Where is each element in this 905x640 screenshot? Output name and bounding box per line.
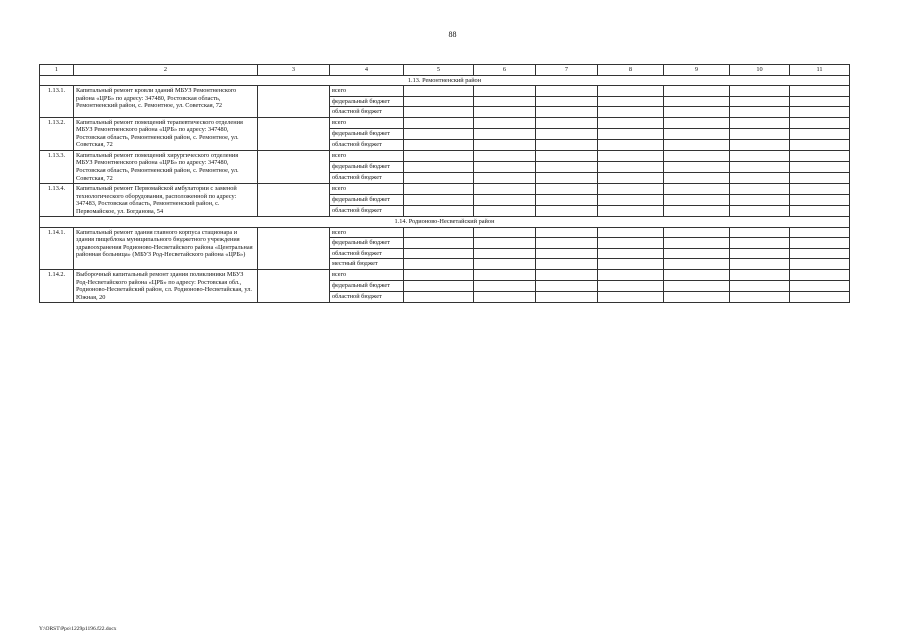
amount-cell — [474, 270, 536, 281]
amount-cell — [536, 270, 598, 281]
amount-cell — [664, 281, 730, 292]
funding-source: федеральный бюджет — [330, 281, 404, 292]
funding-source: федеральный бюджет — [330, 96, 404, 107]
amount-cell — [474, 117, 536, 128]
section-heading-row — [40, 217, 850, 228]
amount-cell — [598, 86, 664, 97]
item-name: Капитальный ремонт кровли зданий МБУЗ Ремонтненского района «ЦРБ» по адресу: 347480, Ростовская область, Ремонтненский район, с. Ремонтное, ул. Советская, 72 — [74, 86, 258, 118]
header-cell: 5 — [404, 65, 474, 76]
amount-cell — [664, 184, 730, 195]
amount-cell — [730, 248, 790, 259]
amount-cell — [536, 195, 598, 206]
amount-cell — [730, 128, 790, 139]
amount-cell — [598, 259, 664, 270]
amount-cell — [664, 227, 730, 238]
amount-cell — [536, 173, 598, 184]
funding-source: всего — [330, 86, 404, 97]
amount-cell — [664, 161, 730, 172]
item-number: 1.13.3. — [40, 150, 74, 183]
amount-cell — [598, 107, 664, 118]
funding-source: областной бюджет — [330, 139, 404, 150]
funding-source: всего — [330, 150, 404, 161]
amount-cell — [598, 270, 664, 281]
amount-cell — [598, 206, 664, 217]
section-title: 1.13. Ремонтненский район — [40, 75, 850, 86]
amount-cell — [474, 96, 536, 107]
amount-cell — [536, 139, 598, 150]
amount-cell — [474, 173, 536, 184]
table-row — [40, 227, 850, 238]
funding-source: местный бюджет — [330, 259, 404, 270]
amount-cell — [790, 128, 850, 139]
amount-cell — [536, 238, 598, 249]
amount-cell — [730, 161, 790, 172]
amount-cell — [474, 259, 536, 270]
amount-cell — [664, 96, 730, 107]
amount-cell — [536, 86, 598, 97]
amount-cell — [730, 292, 790, 303]
table-row — [40, 117, 850, 128]
item-document — [258, 86, 330, 118]
amount-cell — [664, 107, 730, 118]
amount-cell — [730, 270, 790, 281]
amount-cell — [664, 292, 730, 303]
amount-cell — [536, 259, 598, 270]
amount-cell — [598, 238, 664, 249]
item-name: Выборочный капитальный ремонт здания поликлиники МБУЗ Род-Несветайского района «ЦРБ» по адресу: Ростовская обл., Родионово-Несветайский район, сл. Родионово-Несветайская, ул. Южная, 20 — [74, 270, 258, 303]
amount-cell — [598, 139, 664, 150]
table-body — [40, 65, 850, 303]
funding-source: всего — [330, 227, 404, 238]
amount-cell — [664, 206, 730, 217]
amount-cell — [790, 206, 850, 217]
amount-cell — [790, 117, 850, 128]
amount-cell — [598, 227, 664, 238]
amount-cell — [474, 292, 536, 303]
amount-cell — [536, 248, 598, 259]
funding-source: федеральный бюджет — [330, 238, 404, 249]
amount-cell — [790, 238, 850, 249]
amount-cell — [536, 107, 598, 118]
item-name: Капитальный ремонт помещений терапевтического отделения МБУЗ Ремонтненского района «ЦРБ» по адресу: 347480, Ростовская область, Ремонтненский район, с. Ремонтное, ул. Советская, 72 — [74, 117, 258, 150]
amount-cell — [730, 259, 790, 270]
amount-cell — [790, 173, 850, 184]
item-name: Капитальный ремонт Первомайской амбулатории с заменой технологического оборудования, расположенной по адресу: 347483, Ростовская область, Ремонтненский район, с. Первомайское, ул. Богданова, 54 — [74, 184, 258, 217]
item-name: Капитальный ремонт здания главного корпуса стационара и здания пищеблока муниципального бюджетного учреждения здравоохранения Родионово-Несветайского района «Центральная районная больница» (МБУЗ Род-Несветайского района «ЦРБ») — [74, 227, 258, 269]
amount-cell — [664, 139, 730, 150]
amount-cell — [474, 281, 536, 292]
amount-cell — [730, 238, 790, 249]
header-cell: 7 — [536, 65, 598, 76]
amount-cell — [536, 128, 598, 139]
item-number: 1.13.4. — [40, 184, 74, 217]
amount-cell — [598, 150, 664, 161]
amount-cell — [598, 184, 664, 195]
amount-cell — [730, 195, 790, 206]
funding-source: федеральный бюджет — [330, 161, 404, 172]
section-title: 1.14. Родионово-Несветайский район — [40, 217, 850, 228]
amount-cell — [664, 117, 730, 128]
amount-cell — [790, 259, 850, 270]
budget-table-wrapper — [39, 64, 849, 303]
amount-cell — [664, 173, 730, 184]
amount-cell — [474, 248, 536, 259]
item-document — [258, 227, 330, 269]
amount-cell — [790, 150, 850, 161]
amount-cell — [598, 281, 664, 292]
amount-cell — [790, 107, 850, 118]
amount-cell — [536, 281, 598, 292]
amount-cell — [404, 86, 474, 97]
header-cell: 9 — [664, 65, 730, 76]
item-number: 1.14.2. — [40, 270, 74, 303]
header-cell: 3 — [258, 65, 330, 76]
amount-cell — [790, 139, 850, 150]
amount-cell — [404, 248, 474, 259]
amount-cell — [404, 270, 474, 281]
amount-cell — [598, 173, 664, 184]
table-row — [40, 184, 850, 195]
amount-cell — [790, 161, 850, 172]
header-cell: 6 — [474, 65, 536, 76]
item-document — [258, 150, 330, 183]
amount-cell — [404, 107, 474, 118]
amount-cell — [404, 281, 474, 292]
amount-cell — [404, 238, 474, 249]
amount-cell — [598, 117, 664, 128]
amount-cell — [404, 173, 474, 184]
item-document — [258, 270, 330, 303]
amount-cell — [536, 206, 598, 217]
table-row — [40, 86, 850, 97]
page-number: 88 — [448, 30, 457, 39]
amount-cell — [536, 117, 598, 128]
amount-cell — [664, 195, 730, 206]
amount-cell — [790, 86, 850, 97]
amount-cell — [664, 128, 730, 139]
amount-cell — [474, 139, 536, 150]
amount-cell — [404, 227, 474, 238]
amount-cell — [664, 248, 730, 259]
amount-cell — [730, 139, 790, 150]
amount-cell — [790, 96, 850, 107]
amount-cell — [404, 161, 474, 172]
amount-cell — [790, 184, 850, 195]
amount-cell — [730, 281, 790, 292]
header-cell: 4 — [330, 65, 404, 76]
amount-cell — [404, 195, 474, 206]
amount-cell — [730, 117, 790, 128]
amount-cell — [474, 161, 536, 172]
amount-cell — [404, 96, 474, 107]
amount-cell — [664, 238, 730, 249]
amount-cell — [598, 292, 664, 303]
amount-cell — [664, 150, 730, 161]
amount-cell — [536, 96, 598, 107]
amount-cell — [474, 227, 536, 238]
table-row — [40, 270, 850, 281]
amount-cell — [404, 206, 474, 217]
amount-cell — [536, 184, 598, 195]
amount-cell — [404, 259, 474, 270]
header-cell: 8 — [598, 65, 664, 76]
amount-cell — [664, 86, 730, 97]
amount-cell — [474, 184, 536, 195]
amount-cell — [474, 107, 536, 118]
amount-cell — [474, 128, 536, 139]
amount-cell — [474, 195, 536, 206]
amount-cell — [598, 96, 664, 107]
footer-file-path: Y:\ORST\Ppo\1229p1196.f22.docx — [39, 626, 117, 632]
funding-source: всего — [330, 270, 404, 281]
item-document — [258, 184, 330, 217]
amount-cell — [790, 270, 850, 281]
table-row — [40, 150, 850, 161]
funding-source: всего — [330, 184, 404, 195]
amount-cell — [598, 195, 664, 206]
budget-table — [39, 64, 850, 303]
amount-cell — [598, 248, 664, 259]
funding-source: областной бюджет — [330, 292, 404, 303]
amount-cell — [730, 227, 790, 238]
amount-cell — [536, 150, 598, 161]
section-heading-row — [40, 75, 850, 86]
item-document — [258, 117, 330, 150]
amount-cell — [536, 161, 598, 172]
amount-cell — [536, 292, 598, 303]
amount-cell — [730, 86, 790, 97]
amount-cell — [536, 227, 598, 238]
funding-source: областной бюджет — [330, 206, 404, 217]
item-number: 1.14.1. — [40, 227, 74, 269]
amount-cell — [730, 96, 790, 107]
amount-cell — [790, 248, 850, 259]
amount-cell — [598, 128, 664, 139]
amount-cell — [790, 195, 850, 206]
amount-cell — [404, 184, 474, 195]
funding-source: областной бюджет — [330, 248, 404, 259]
amount-cell — [730, 107, 790, 118]
amount-cell — [730, 150, 790, 161]
item-number: 1.13.2. — [40, 117, 74, 150]
amount-cell — [474, 150, 536, 161]
amount-cell — [598, 161, 664, 172]
amount-cell — [790, 227, 850, 238]
amount-cell — [404, 139, 474, 150]
amount-cell — [730, 173, 790, 184]
header-cell: 1 — [40, 65, 74, 76]
amount-cell — [474, 206, 536, 217]
funding-source: федеральный бюджет — [330, 128, 404, 139]
amount-cell — [474, 86, 536, 97]
amount-cell — [730, 206, 790, 217]
amount-cell — [730, 184, 790, 195]
amount-cell — [664, 270, 730, 281]
funding-source: областной бюджет — [330, 173, 404, 184]
funding-source: всего — [330, 117, 404, 128]
amount-cell — [404, 128, 474, 139]
header-cell: 10 — [730, 65, 790, 76]
amount-cell — [404, 117, 474, 128]
amount-cell — [474, 238, 536, 249]
amount-cell — [664, 259, 730, 270]
amount-cell — [404, 150, 474, 161]
funding-source: областной бюджет — [330, 107, 404, 118]
item-name: Капитальный ремонт помещений хирургического отделения МБУЗ Ремонтненского района «ЦРБ» по адресу: 347480, Ростовская область, Ремонтненский район, с. Ремонтное, ул. Советская, 72 — [74, 150, 258, 183]
amount-cell — [790, 281, 850, 292]
header-row — [40, 65, 850, 76]
item-number: 1.13.1. — [40, 86, 74, 118]
header-cell: 2 — [74, 65, 258, 76]
amount-cell — [404, 292, 474, 303]
amount-cell — [790, 292, 850, 303]
funding-source: федеральный бюджет — [330, 195, 404, 206]
header-cell: 11 — [790, 65, 850, 76]
